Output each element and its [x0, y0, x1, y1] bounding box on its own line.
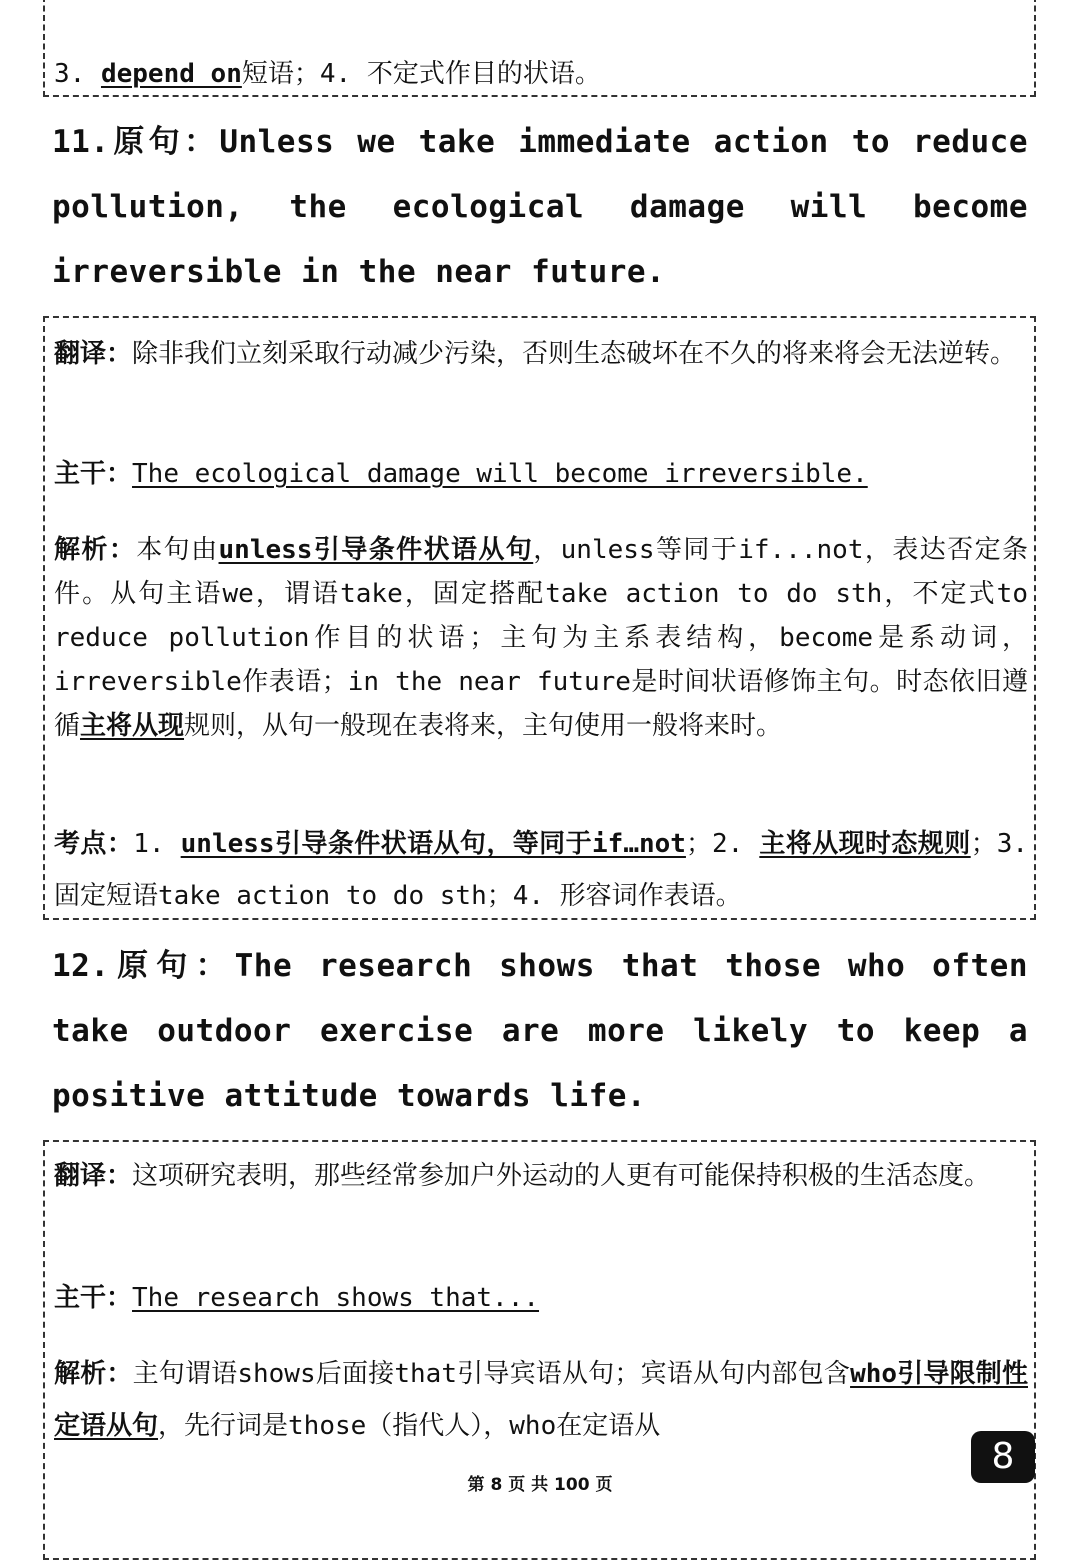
item12-analysis-part-a: 主句谓语shows后面接that引导宾语从句；宾语从句内部包含 — [132, 1359, 851, 1389]
top-note-points — [54, 48, 1028, 100]
item11-analysis — [54, 528, 1028, 748]
item11-analysis-underline-1: unless引导条件状语从句 — [218, 535, 534, 565]
item11-main-label: 主干： — [54, 459, 133, 489]
top-note-rest: 短语；4. 不定式作目的状语。 — [241, 59, 601, 89]
item11-points-part-b: ；2. — [685, 829, 760, 859]
item11-analysis-part-b: ，unless等同于if...not，表达否定条件。从句主语we，谓语take，固定搭配take action to do sth，不定式to reduce pollution作目的状语；主句为主系表结构，become是系动词，irreversible作表语；in the near future是时间状语修饰主句。时态依旧遵循 — [54, 535, 1028, 741]
item12-translation — [54, 1150, 1028, 1202]
item12-main-label: 主干： — [54, 1283, 133, 1313]
item11-points-part-a: 1. — [133, 829, 181, 859]
item11-translation-text: 除非我们立刻采取行动减少污染，否则生态破坏在不久的将来将会无法逆转。 — [132, 339, 1017, 369]
item12-sentence-text: The research shows that those who often take outdoor exercise are more likely to keep a positive attitude towards life. — [52, 948, 1028, 1114]
item12-translation-label: 翻译： — [54, 1161, 133, 1191]
item11-analysis-label: 解析： — [54, 535, 137, 565]
item11-translation — [54, 328, 1028, 380]
item11-translation-label: 翻译： — [54, 339, 133, 369]
item11-sentence-text: Unless we take immediate action to reduce pollution, the ecological damage will become irreversible in the near future. — [52, 124, 1028, 290]
item12-analysis-part-b: ，先行词是those（指代人），who在定语从 — [158, 1411, 661, 1441]
item11-points — [54, 818, 1028, 922]
item12-main-text: The research shows that... — [132, 1283, 540, 1313]
top-note-prefix: 3. — [54, 59, 101, 89]
item12-analysis-underline-1: who引导限制性定语从句 — [54, 1359, 1028, 1441]
item11-original-sentence — [52, 110, 1028, 305]
item12-heading: 12.原句： — [52, 948, 235, 984]
top-note-phrase: depend on — [100, 59, 242, 89]
item11-analysis-underline-2: 主将从现 — [80, 711, 185, 741]
item12-main — [54, 1272, 1028, 1324]
item11-points-label: 考点： — [54, 829, 134, 859]
item12-analysis — [54, 1348, 1028, 1452]
page-number-badge: 8 — [971, 1431, 1035, 1483]
item11-points-underline-2: 主将从现时态规则 — [759, 829, 971, 859]
item11-heading: 11.原句： — [52, 124, 220, 160]
item11-points-underline-1: unless引导条件状语从句，等同于if…not — [180, 829, 686, 859]
item11-analysis-part-c: 规则，从句一般现在表将来，主句使用一般将来时。 — [184, 711, 783, 741]
page-footer: 第 8 页 共 100 页 — [467, 1475, 613, 1495]
item12-analysis-label: 解析： — [54, 1359, 133, 1389]
item12-original-sentence — [52, 934, 1028, 1129]
item11-analysis-part-a: 本句由 — [136, 535, 219, 565]
item11-main — [54, 448, 1028, 500]
item11-points-part-c: ；3. 固定短语take action to do sth；4. 形容词作表语。 — [54, 829, 1028, 911]
item11-main-text: The ecological damage will become irreversible. — [132, 459, 868, 489]
item12-translation-text: 这项研究表明，那些经常参加户外运动的人更有可能保持积极的生活态度。 — [132, 1161, 991, 1191]
